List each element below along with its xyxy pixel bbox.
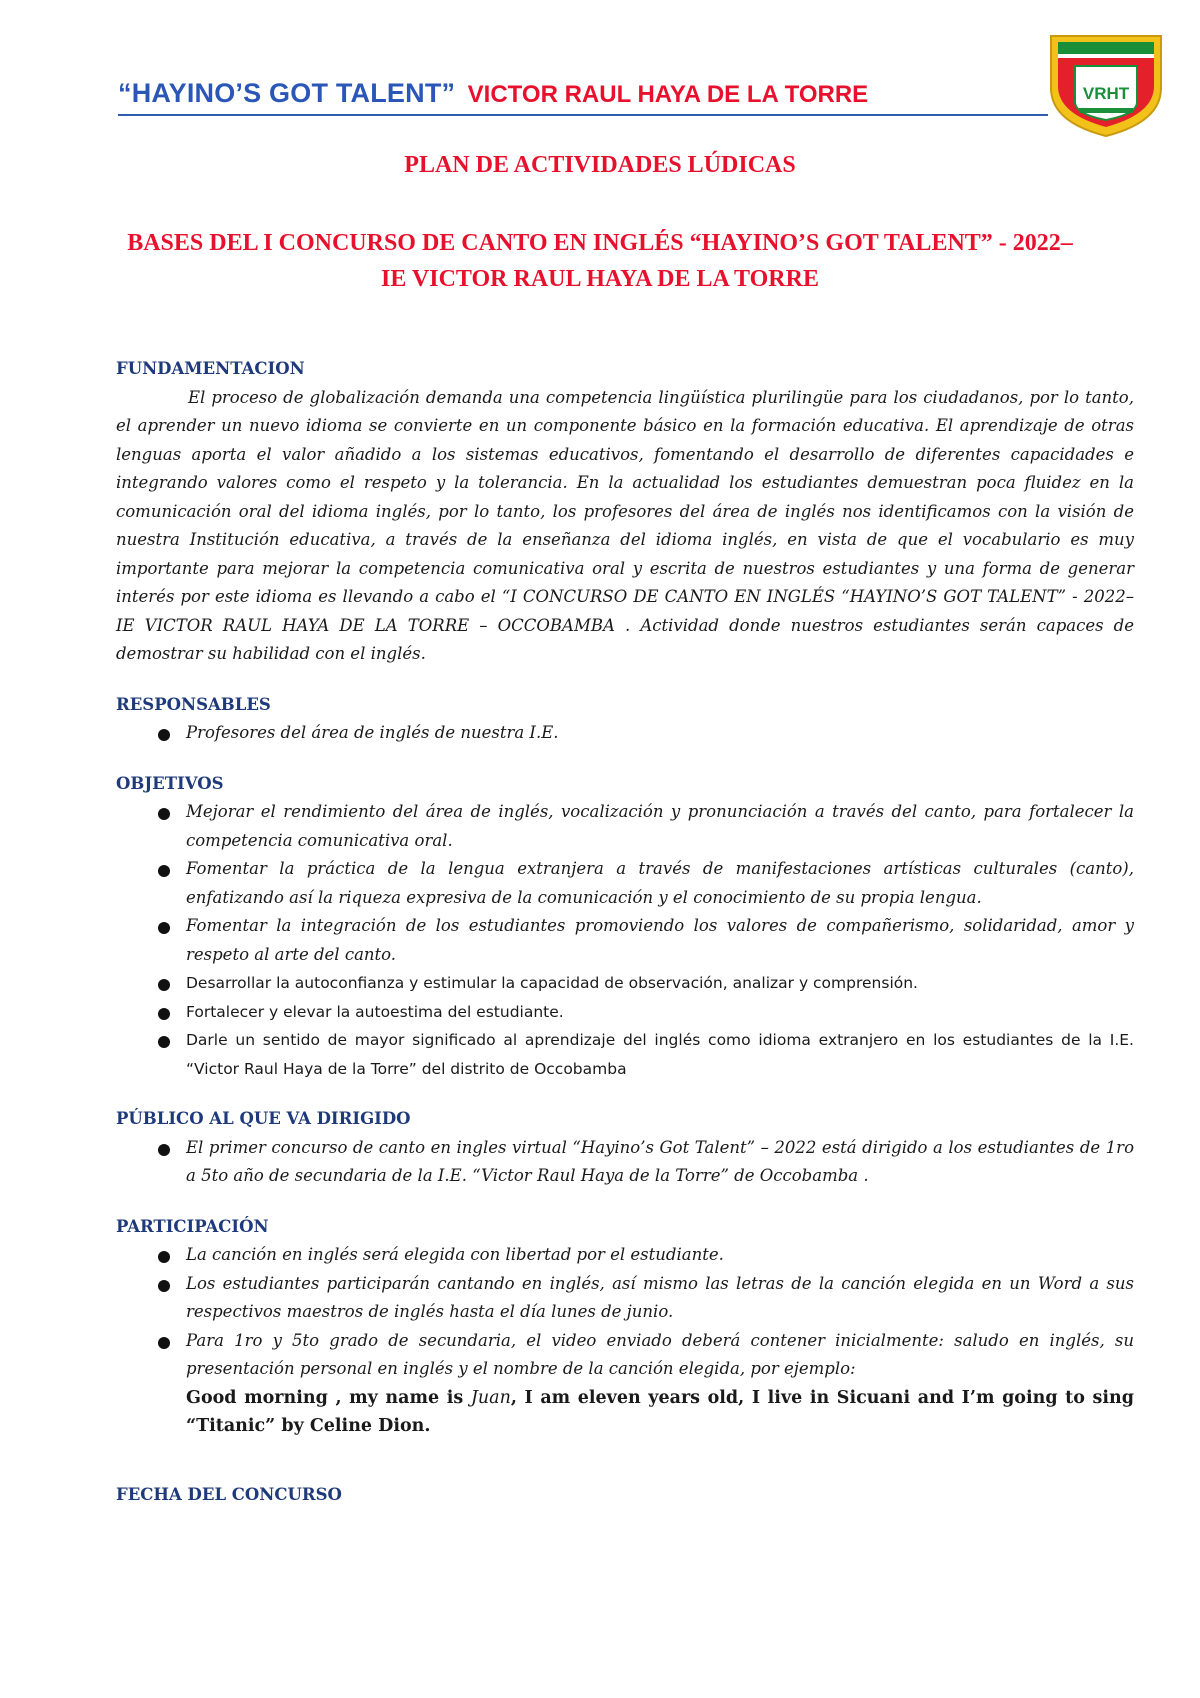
header-school: VICTOR RAUL HAYA DE LA TORRE: [467, 81, 869, 108]
list-item: Fomentar la integración de los estudiantes promoviendo los valores de compañerismo, solidaridad, amor y respeto al arte del canto.: [116, 912, 1134, 969]
greeting-example: [186, 1388, 1134, 1437]
list-item: El primer concurso de canto en ingles virtual “Hayino’s Got Talent” – 2022 está dirigido a los estudiantes de 1ro a 5to año de secundaria de la I.E. “Victor Raul Haya de la Torre” de Occobamba .: [116, 1134, 1134, 1191]
list-item-with-example: [116, 1327, 1134, 1441]
list-item: Desarrollar la autoconfianza y estimular la capacidad de observación, analizar y comprensión.: [116, 969, 1134, 998]
publico-list: [116, 1134, 1134, 1191]
publico-heading: PÚBLICO AL QUE VA DIRIGIDO: [116, 1109, 411, 1128]
fecha-heading: FECHA DEL CONCURSO: [116, 1484, 342, 1504]
list-item: Los estudiantes participarán cantando en inglés, así mismo las letras de la canción elegida en un Word a sus respectivos maestros de inglés hasta el día lunes de junio.: [116, 1270, 1134, 1327]
bases-title-line2: IE VICTOR RAUL HAYA DE LA TORRE: [381, 266, 819, 292]
plan-title: PLAN DE ACTIVIDADES LÚDICAS: [404, 152, 796, 178]
bases-title: [0, 225, 1200, 297]
logo-initials: VRHT: [1082, 84, 1130, 103]
fundamentacion-heading: FUNDAMENTACION: [116, 359, 305, 378]
objetivos-heading: OBJETIVOS: [116, 773, 224, 793]
list-item: Fortalecer y elevar la autoestima del estudiante.: [116, 998, 1134, 1027]
fundamentacion-paragraph: [116, 384, 1134, 669]
fundamentacion-text: El proceso de globalización demanda una competencia lingüística plurilingüe para los ciudadanos, por lo tanto, el aprender un nuevo idioma se convierte en un componente básico en la formación educativa. El aprendizaje de otras lenguas aporta el valor añadido a los sistemas educativos, fomentando el desarrollo de diferentes capacidades e integrando valores como el respeto y la tolerancia. En la actualidad los estudiantes demuestran poca fluidez en la comunicación oral del idioma inglés, por lo tanto, los profesores del área de inglés nos identificamos con la visión de nuestra Institución educativa, a través de la enseñanza del idioma inglés, en vista de que el vocabulario es muy importante para mejorar la competencia comunicativa oral y escrita de nuestros estudiantes y una forma de generar interés por este idioma es llevando a cabo el “I CONCURSO DE CANTO EN INGLÉS “HAYINO’S GOT TALENT” - 2022– IE VICTOR RAUL HAYA DE LA TORRE – OCCOBAMBA . Actividad donde nuestros estudiantes serán capaces de demostrar su habilidad con el inglés.: [116, 387, 1134, 663]
example-part2: , I am eleven years old, I live in Sicuani and I’m going to sing “Titanic” by Celine Dion.: [186, 1387, 1134, 1436]
document-body: [116, 355, 1134, 1509]
list-item: La canción en inglés será elegida con libertad por el estudiante.: [116, 1241, 1134, 1270]
responsables-heading: RESPONSABLES: [116, 694, 271, 714]
responsables-list: [116, 719, 1134, 748]
objetivos-list: [116, 798, 1134, 1083]
bases-title-line1: BASES DEL I CONCURSO DE CANTO EN INGLÉS “HAYINO’S GOT TALENT” - 2022–: [127, 230, 1073, 256]
school-crest-logo: [1045, 26, 1167, 138]
participacion-heading: PARTICIPACIÓN: [116, 1216, 269, 1236]
example-part1: Good morning , my name is: [186, 1387, 471, 1408]
list-item: Mejorar el rendimiento del área de inglés, vocalización y pronunciación a través del canto, para fortalecer la competencia comunicativa oral.: [116, 798, 1134, 855]
list-item: Fomentar la práctica de la lengua extranjera a través de manifestaciones artísticas culturales (canto), enfatizando así la riqueza expresiva de la comunicación y el conocimiento de su propia lengua.: [116, 855, 1134, 912]
list-item: Darle un sentido de mayor significado al aprendizaje del inglés como idioma extranjero en los estudiantes de la I.E. “Victor Raul Haya de la Torre” del distrito de Occobamba: [116, 1026, 1134, 1083]
example-name: Juan: [470, 1387, 511, 1408]
list-item: Profesores del área de inglés de nuestra I.E.: [116, 719, 1134, 748]
participacion-item-text: Para 1ro y 5to grado de secundaria, el video enviado deberá contener inicialmente: saludo en inglés, su presentación personal en inglés y el nombre de la canción elegida, por ejemplo:: [186, 1330, 1134, 1378]
document-header: [118, 78, 1048, 116]
participacion-list: [116, 1241, 1134, 1441]
header-brand: “HAYINO’S GOT TALENT”: [118, 78, 456, 108]
